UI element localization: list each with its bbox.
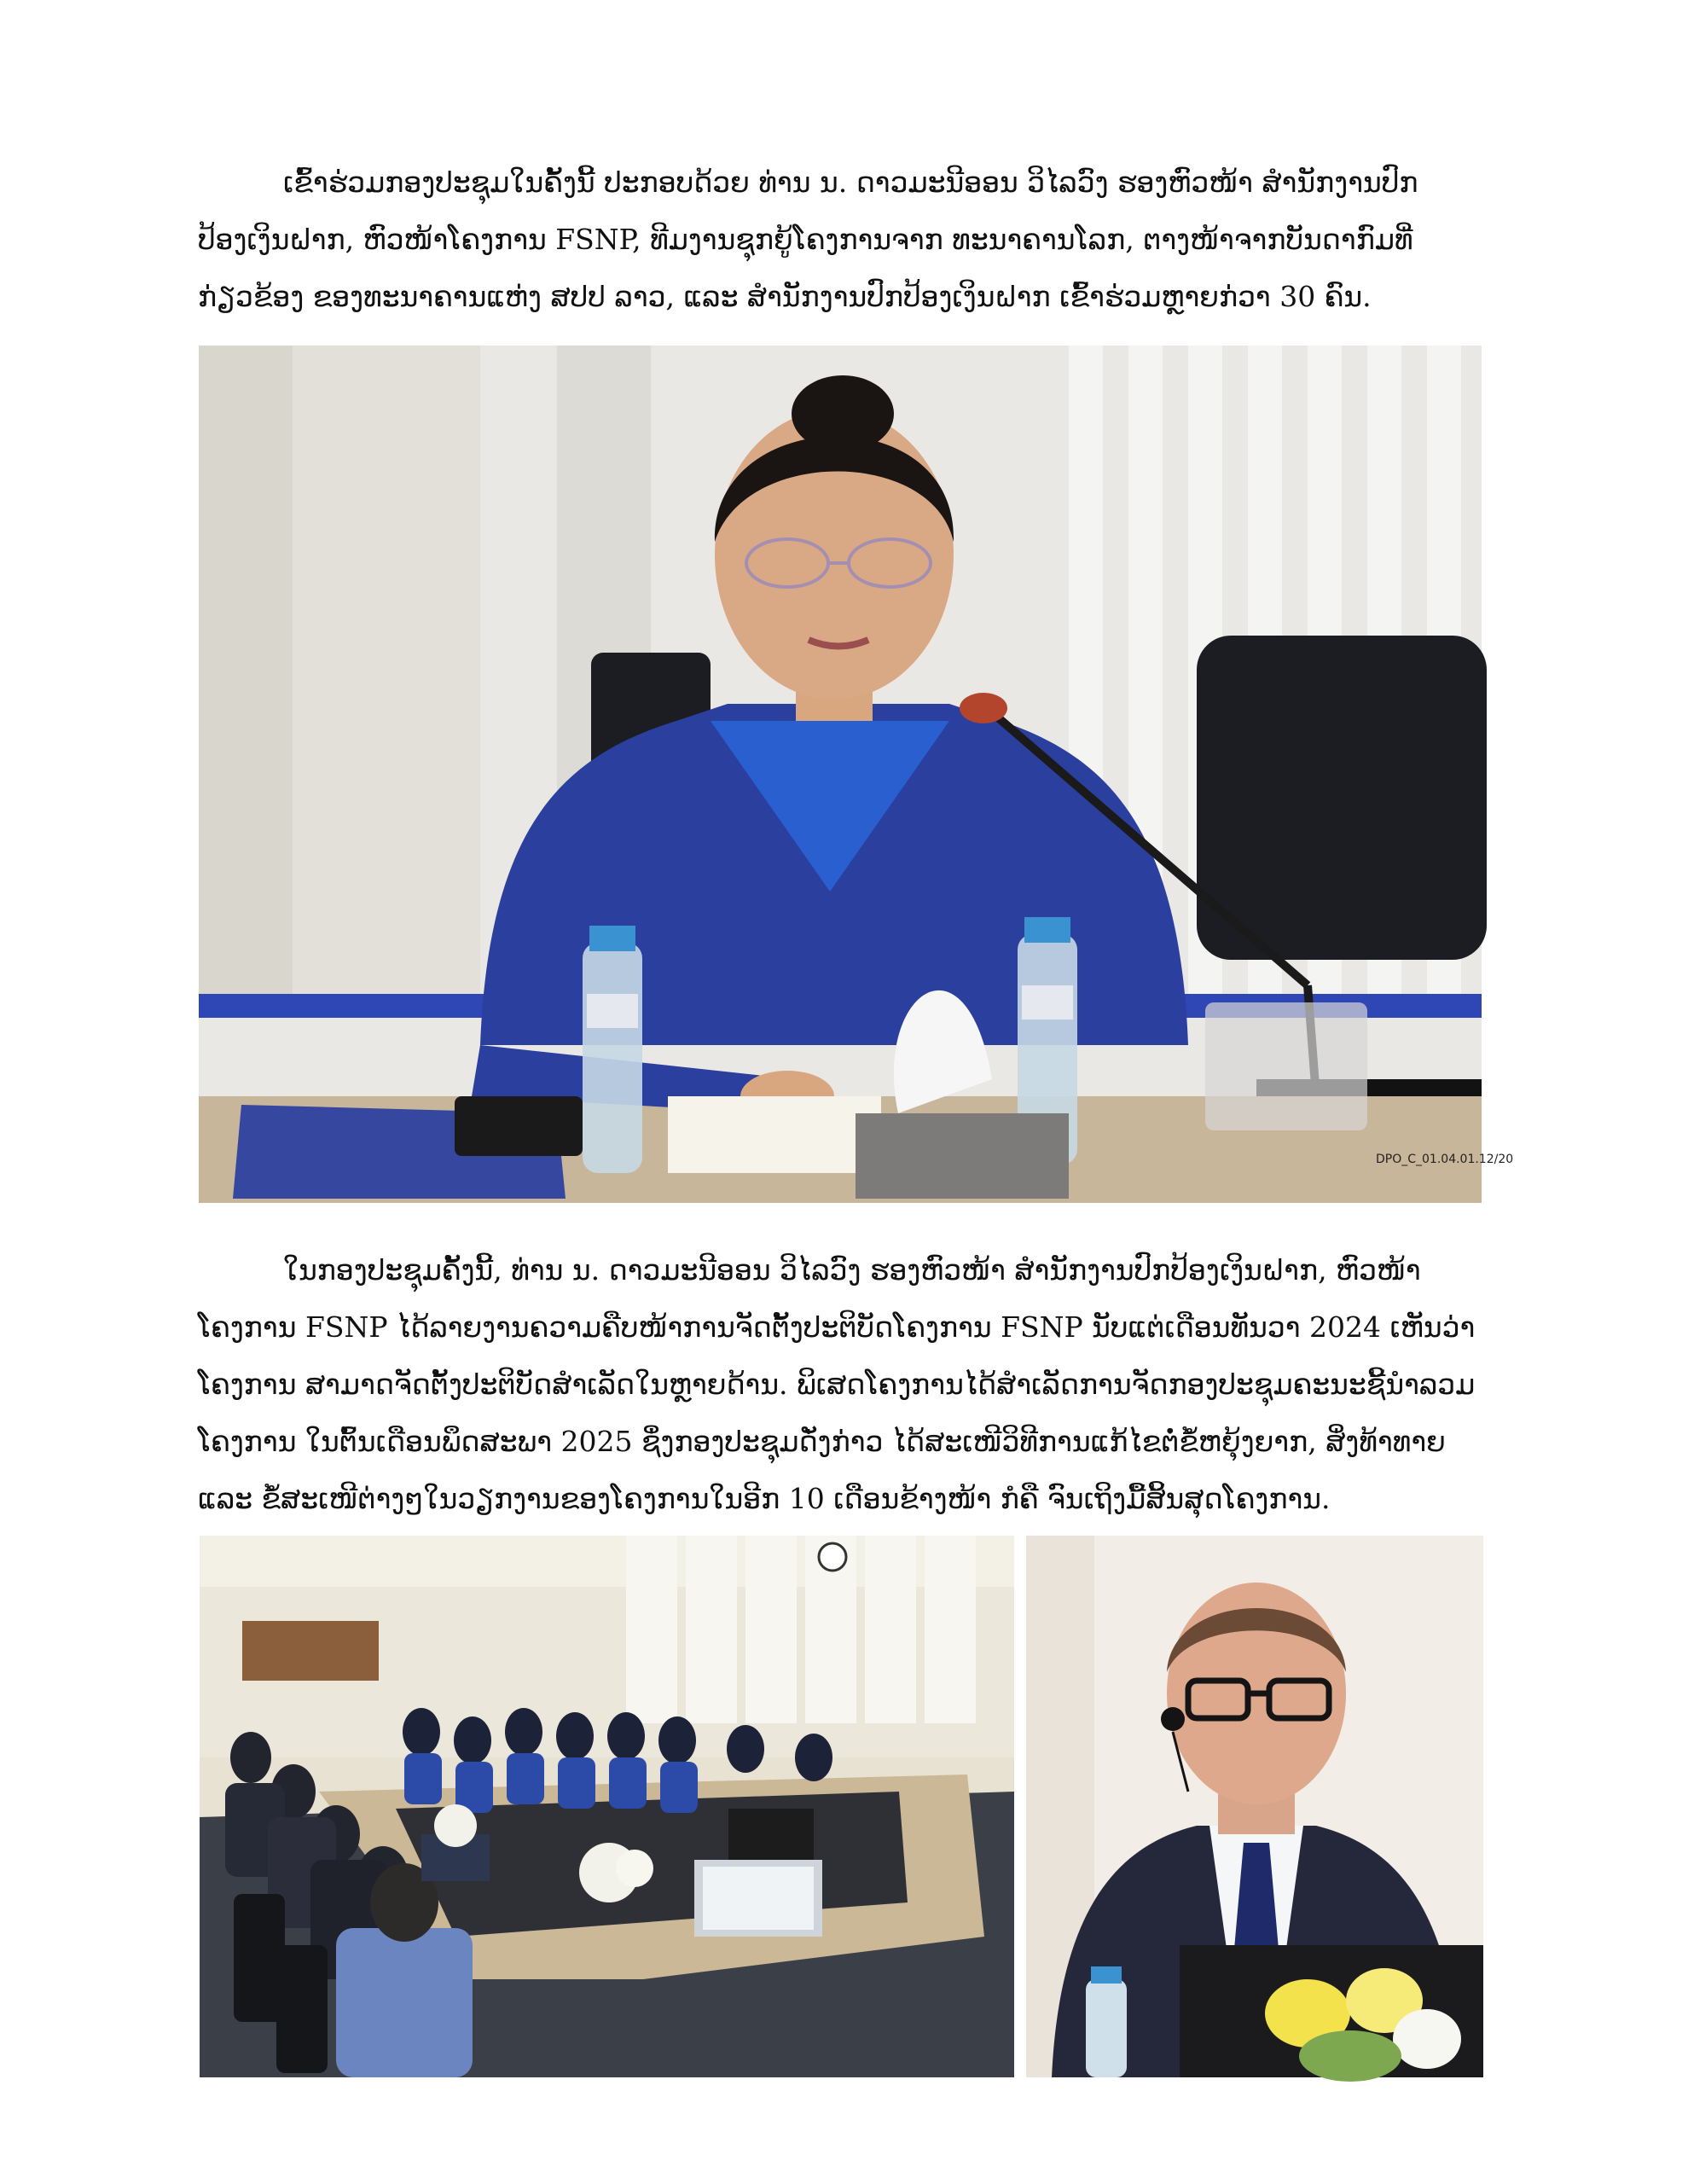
photo-conference-room bbox=[200, 1536, 1014, 2077]
photo-speaker-at-meeting bbox=[199, 346, 1514, 1203]
paragraph-line: ກ່ຽວຂ້ອງ ຂອງທະນາຄານແຫ່ງ ສປປ ລາວ, ແລະ ສຳນັກງານປົກປ້ອງເງິນຝາກ ເຂົ້າຮ່ວມຫຼາຍກ່ວາ 30 ຄົນ. bbox=[198, 280, 1372, 313]
desk-label: DPO_C_01.04.01.12/20 bbox=[1376, 1153, 1514, 1166]
paragraph-line: ໃນກອງປະຊຸມຄັ້ງນີ້, ທ່ານ ນ. ດາວມະນີອອນ ວິໄລວົງ ຮອງຫົວໜ້າ ສຳນັກງານປົກປ້ອງເງິນຝາກ, ຫົວໜ້າ bbox=[283, 1253, 1421, 1287]
paragraph-line: ໂຄງການ ໃນຕົ້ນເດືອນພຶດສະພາ 2025 ຊຶ່ງກອງປະຊຸມດັ່ງກ່າວ ໄດ້ສະເໜີວິທີການແກ້ໄຂຕໍ່ຂໍ້ຫຍຸ້ງຍາກ, ສິ່ງທ້າທາຍ bbox=[198, 1425, 1446, 1458]
paragraph-line: ໂຄງການ ສາມາດຈັດຕັ້ງປະຕິບັດສຳເລັດໃນຫຼາຍດ້ານ. ພິເສດໂຄງການໄດ້ສຳເລັດການຈັດກອງປະຊຸມຄະນະຊີ້ນຳລວມ bbox=[198, 1368, 1476, 1401]
paragraph-report bbox=[198, 1241, 1490, 1527]
photo-man-with-headset bbox=[1026, 1536, 1483, 2077]
paragraph-line: ແລະ ຂໍ້ສະເໜີຕ່າງໆໃນວຽກງານຂອງໂຄງການໃນອີກ 10 ເດືອນຂ້າງໜ້າ ກໍຄື ຈົນເຖິງມື້ສິ້ນສຸດໂຄງການ. bbox=[198, 1482, 1331, 1515]
paragraph-line: ເຂົ້າຮ່ວມກອງປະຊຸມໃນຄັ້ງນີ້ ປະກອບດ້ວຍ ທ່ານ ນ. ດາວມະນີອອນ ວິໄລວົງ ຮອງຫົວໜ້າ ສຳນັກງານປົກ bbox=[283, 166, 1418, 199]
paragraph-attendees bbox=[198, 154, 1490, 325]
paragraph-line: ໂຄງການ FSNP ໄດ້ລາຍງານຄວາມຄືບໜ້າການຈັດຕັ້ງປະຕິບັດໂຄງການ FSNP ນັບແຕ່ເດືອນທັນວາ 2024 ເຫັນວ່າ bbox=[198, 1310, 1476, 1344]
paragraph-line: ປ້ອງເງິນຝາກ, ຫົວໜ້າໂຄງການ FSNP, ທີມງານຊຸກຍູ້ໂຄງການຈາກ ທະນາຄານໂລກ, ຕາງໜ້າຈາກບັນດາກົມທີ່ bbox=[198, 223, 1413, 256]
